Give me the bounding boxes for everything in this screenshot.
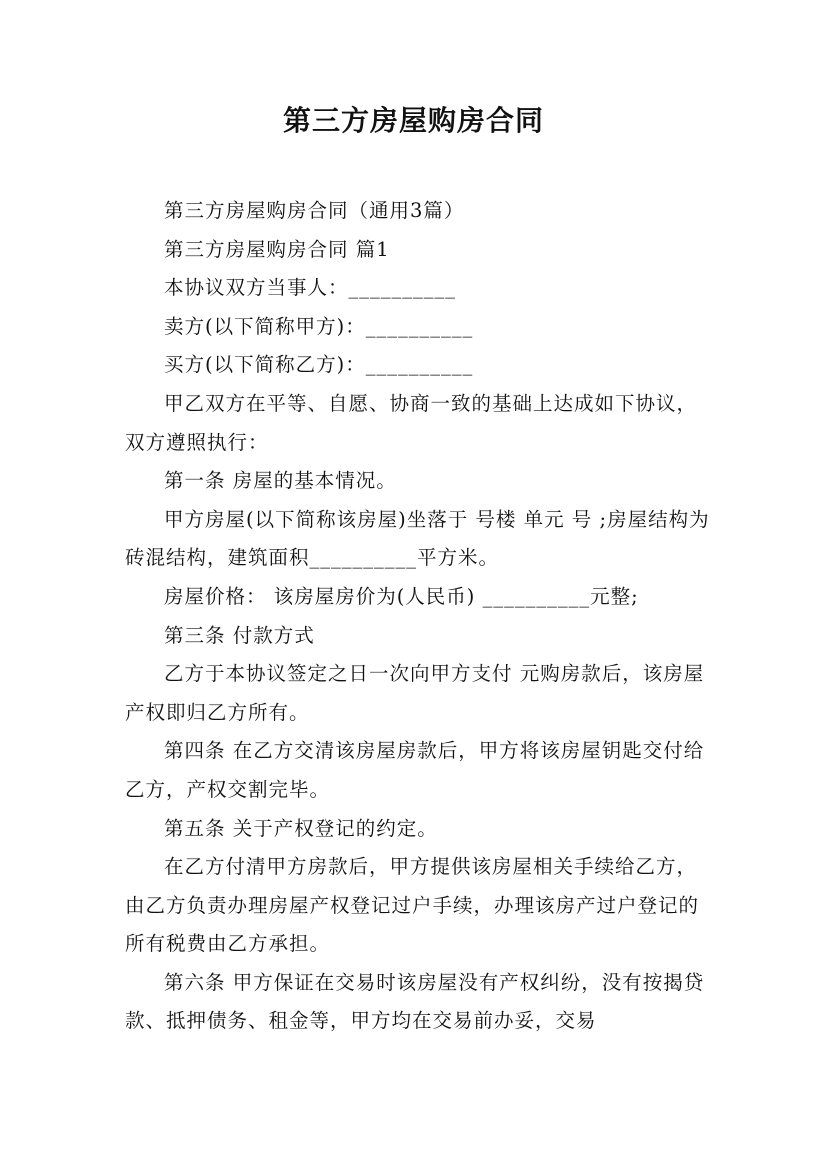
paragraph-seller: 卖方(以下简称甲方)：__________ xyxy=(164,314,474,338)
paragraph-buyer: 买方(以下简称乙方)：__________ xyxy=(164,353,474,377)
paragraph-agreement: 甲乙双方在平等、自愿、协商一致的基础上达成如下协议，双方遵照执行： xyxy=(125,391,698,454)
paragraph-part-heading: 第三方房屋购房合同 篇1 xyxy=(164,237,390,261)
paragraph-parties: 本协议双方当事人：__________ xyxy=(164,276,457,300)
paragraph-article-4: 第四条 在乙方交清该房屋房款后，甲方将该房屋钥匙交付给乙方，产权交割完毕。 xyxy=(125,739,705,801)
document-title: 第三方房屋购房合同 xyxy=(282,104,544,137)
paragraph-house-location: 甲方房屋(以下简称该房屋)坐落于 号楼 单元 号 ;房屋结构为砖混结构，建筑面积__________平方米。 xyxy=(125,507,710,570)
paragraph-article-5: 第五条 关于产权登记的约定。 xyxy=(164,816,438,840)
paragraph-article-6: 第六条 甲方保证在交易时该房屋没有产权纠纷，没有按揭贷款、抵押债务、租金等，甲方均在交易前办妥，交易 xyxy=(125,970,705,1033)
paragraph-subtitle: 第三方房屋购房合同（通用3篇） xyxy=(164,199,465,222)
paragraph-payment: 乙方于本协议签定之日一次向甲方支付 元购房款后，该房屋产权即归乙方所有。 xyxy=(125,662,705,724)
paragraph-article-3: 第三条 付款方式 xyxy=(164,623,315,647)
paragraph-house-price: 房屋价格： 该房屋房价为(人民币) __________元整; xyxy=(164,584,639,608)
document-body xyxy=(125,192,710,1041)
paragraph-registration: 在乙方付清甲方房款后，甲方提供该房屋相关手续给乙方，由乙方负责办理房屋产权登记过户手续，办理该房产过户登记的所有税费由乙方承担。 xyxy=(125,855,700,956)
paragraph-article-1: 第一条 房屋的基本情况。 xyxy=(164,469,397,493)
